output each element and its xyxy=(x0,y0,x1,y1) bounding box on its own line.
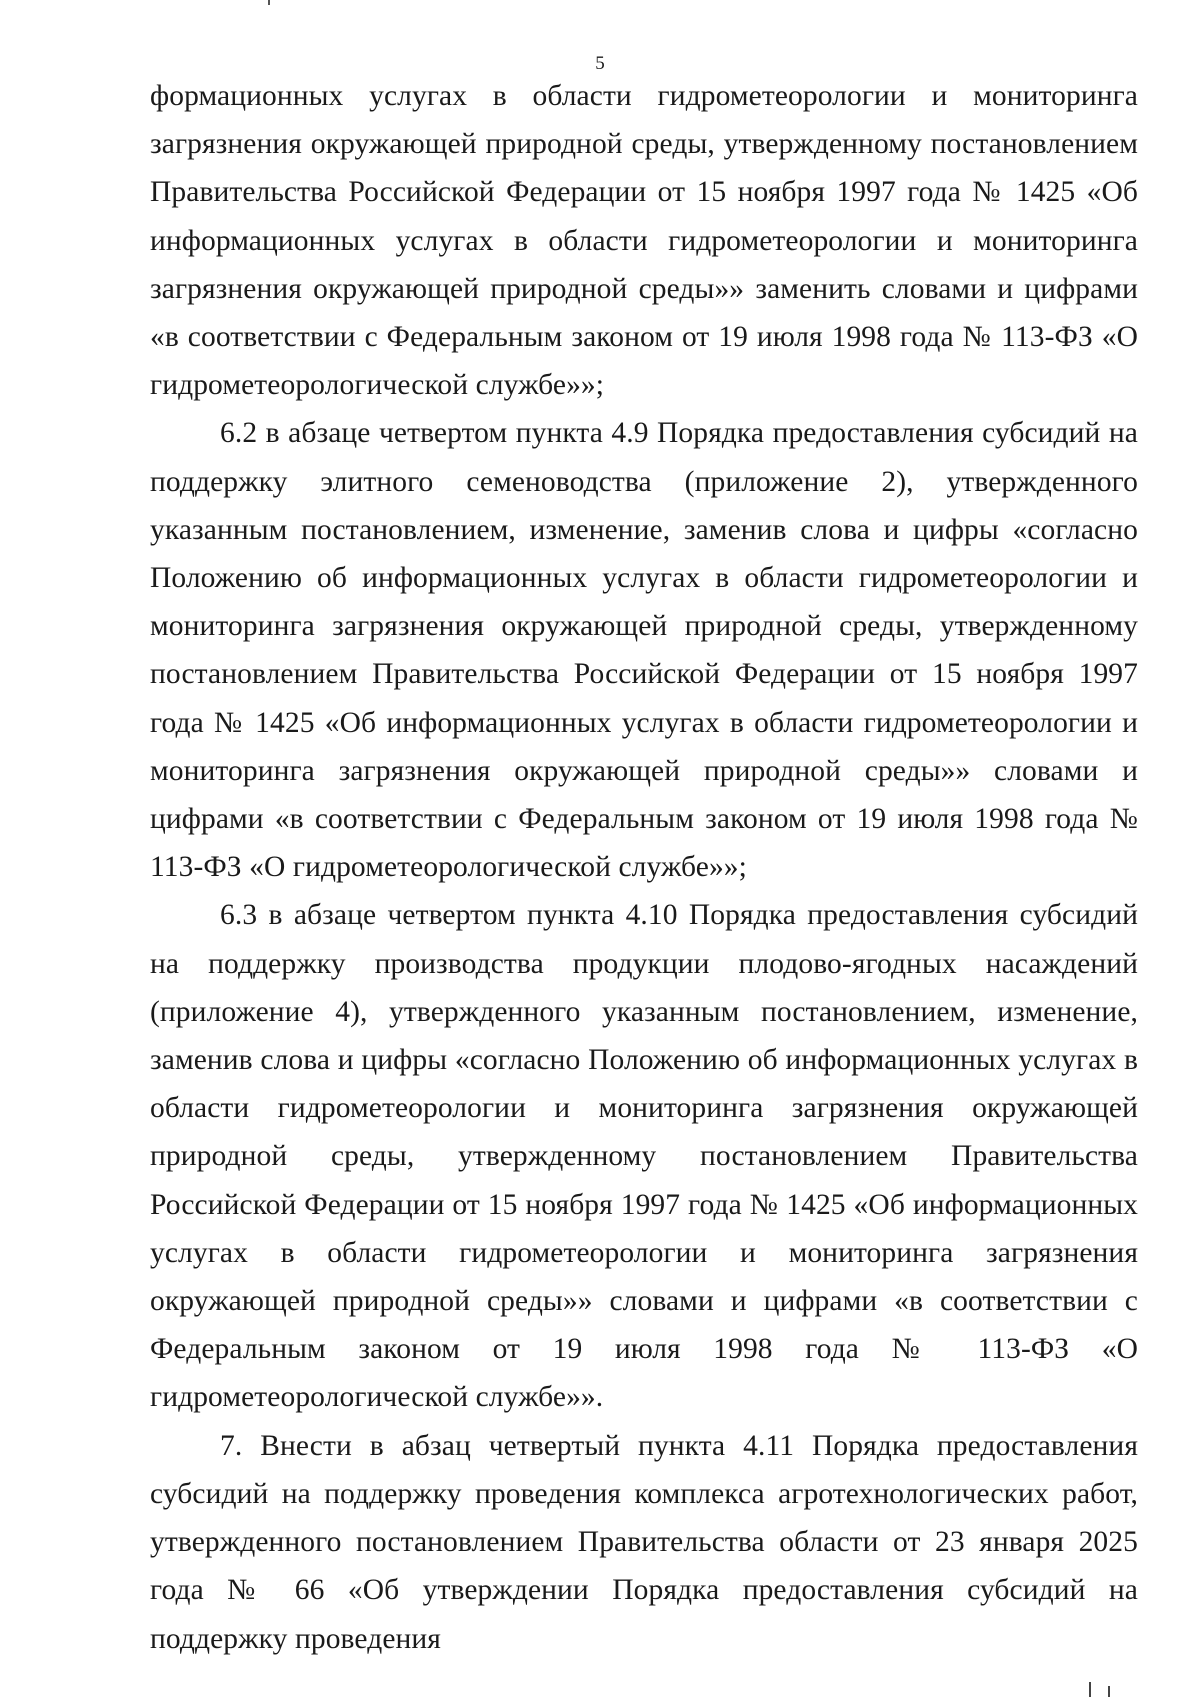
document-body xyxy=(150,72,1138,1663)
scan-mark-bottom xyxy=(1089,1682,1091,1697)
paragraph-continuation: формационных услугах в области гидрометеорологии и мониторинга загрязнения окружающей природной среды, утвержденному постановлением Правительства Российской Федерации от 15 ноября 1997 года № 1425 «Об информационных услугах в области гидрометеорологии и мониторинга загрязнения окружающей природной среды»» заменить словами и цифрами «в соответствии с Федеральным законом от 19 июля 1998 года № 113-ФЗ «О гидрометеорологической службе»»; xyxy=(150,80,1138,402)
page-number: 5 xyxy=(595,53,605,74)
scan-mark-top xyxy=(268,0,270,5)
paragraph-6-2: 6.2 в абзаце четвертом пункта 4.9 Порядка предоставления субсидий на поддержку элитного семеноводства (приложение 2), утвержденного указанным постановлением, изменение, заменив слова и цифры «согласно Положению об информационных услугах в области гидрометеорологии и мониторинга загрязнения окружающей природной среды, утвержденному постановлением Правительства Российской Федерации от 15 ноября 1997 года № 1425 «Об информационных услугах в области гидрометеорологии и мониторинга загрязнения окружающей природной среды»» словами и цифрами «в соответствии с Федеральным законом от 19 июля 1998 года № 113-ФЗ «О гидрометеорологической службе»»; xyxy=(150,417,1138,884)
paragraph-6-3: 6.3 в абзаце четвертом пункта 4.10 Порядка предоставления субсидий на поддержку производства продукции плодово-ягодных насаждений (приложение 4), утвержденного указанным постановлением, изменение, заменив слова и цифры «согласно Положению об информационных услугах в области гидрометеорологии и мониторинга загрязнения окружающей природной среды, утвержденному постановлением Правительства Российской Федерации от 15 ноября 1997 года № 1425 «Об информационных услугах в области гидрометеорологии и мониторинга загрязнения окружающей природной среды»» словами и цифрами «в соответствии с Федеральным законом от 19 июля 1998 года № 113-ФЗ «О гидрометеорологической службе»». xyxy=(150,899,1138,1414)
scan-mark-bottom xyxy=(1108,1686,1110,1697)
paragraph-7: 7. Внести в абзац четвертый пункта 4.11 Порядка предоставления субсидий на поддержку проведения комплекса агротехнологических работ, утвержденного постановлением Правительства области от 23 января 2025 года № 66 «Об утверждении Порядка предоставления субсидий на поддержку проведения xyxy=(150,1429,1138,1655)
